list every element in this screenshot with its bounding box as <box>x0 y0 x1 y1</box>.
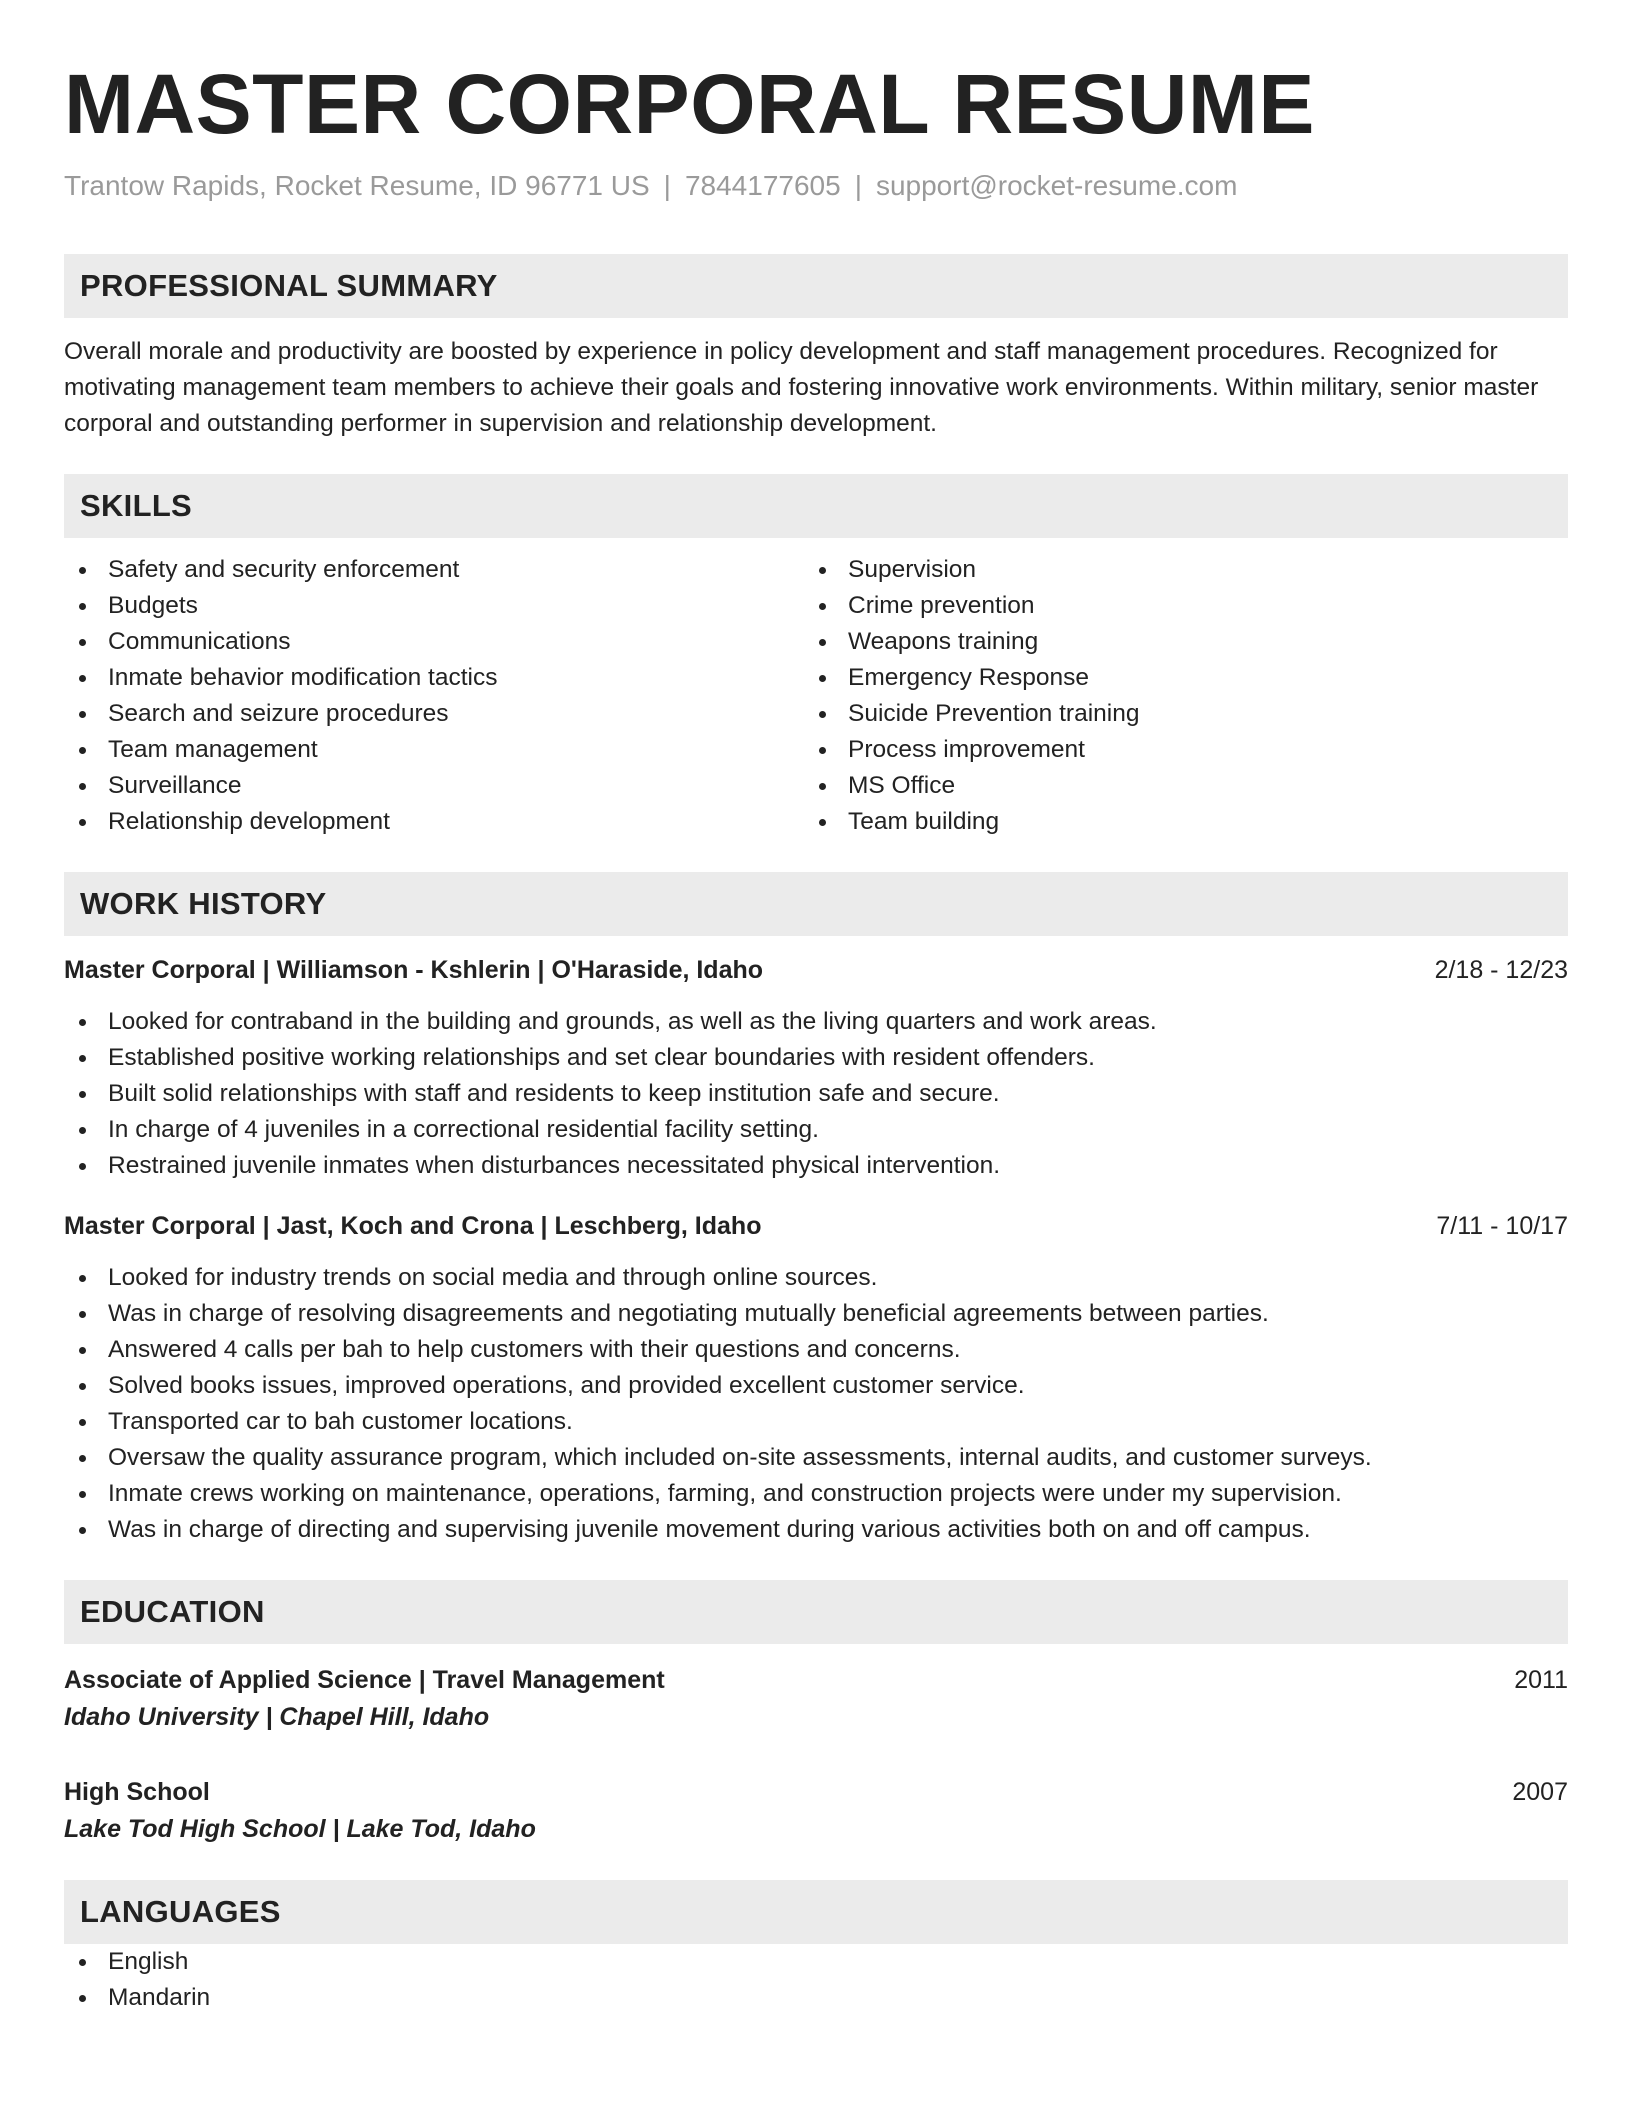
section-heading-education: EDUCATION <box>64 1580 1568 1644</box>
duty-item: Was in charge of directing and supervising juvenile movement during various activities both on and off campus. <box>64 1512 1568 1548</box>
email-address: support@rocket-resume.com <box>875 170 1238 201</box>
education-year: 2007 <box>1512 1778 1568 1806</box>
job-entry <box>64 952 1568 1184</box>
skill-item: Surveillance <box>64 768 804 804</box>
duty-item: Answered 4 calls per bah to help customers with their questions and concerns. <box>64 1332 1568 1368</box>
skills-column-left <box>64 552 804 840</box>
duty-item: Inmate crews working on maintenance, operations, farming, and construction projects were under my supervision. <box>64 1476 1568 1512</box>
duty-item: Restrained juvenile inmates when disturbances necessitated physical intervention. <box>64 1148 1568 1184</box>
skill-item: Budgets <box>64 588 804 624</box>
education-school: Idaho University | Chapel Hill, Idaho <box>64 1703 490 1731</box>
skill-item: Communications <box>64 624 804 660</box>
skill-item: Team building <box>804 804 1544 840</box>
resume-title: MASTER CORPORAL RESUME <box>64 57 1315 151</box>
education-entry <box>64 1662 1568 1736</box>
duty-item: Built solid relationships with staff and residents to keep institution safe and secure. <box>64 1076 1568 1112</box>
contact-line <box>64 168 1568 204</box>
education-entry <box>64 1774 1568 1848</box>
skill-item: MS Office <box>804 768 1544 804</box>
skill-item: Team management <box>64 732 804 768</box>
duty-item: Was in charge of resolving disagreements and negotiating mutually beneficial agreements between parties. <box>64 1296 1568 1332</box>
skill-item: Process improvement <box>804 732 1544 768</box>
skill-item: Crime prevention <box>804 588 1544 624</box>
summary-text: Overall morale and productivity are boosted by experience in policy development and staff management procedures. Recognized for motivating management team members to achieve their goals and fostering innovative work environments. Within military, senior master corporal and outstanding performer in supervision and relationship development. <box>64 338 1539 437</box>
skill-item: Inmate behavior modification tactics <box>64 660 804 696</box>
phone-number: 7844177605 <box>684 170 841 201</box>
education-year: 2011 <box>1514 1666 1568 1694</box>
job-entry <box>64 1208 1568 1548</box>
job-dates: 2/18 - 12/23 <box>1434 956 1568 984</box>
skill-item: Weapons training <box>804 624 1544 660</box>
duty-item: Established positive working relationships and set clear boundaries with resident offenders. <box>64 1040 1568 1076</box>
education-header <box>64 1774 1568 1810</box>
skill-item: Supervision <box>804 552 1544 588</box>
separator: | <box>854 170 862 201</box>
job-header <box>64 1208 1568 1244</box>
job-header <box>64 952 1568 988</box>
duty-item: Transported car to bah customer locations. <box>64 1404 1568 1440</box>
job-title: Master Corporal | Williamson - Kshlerin | O'Haraside, Idaho <box>64 956 764 984</box>
job-duties <box>64 1004 1568 1184</box>
duty-item: Solved books issues, improved operations, and provided excellent customer service. <box>64 1368 1568 1404</box>
skill-item: Emergency Response <box>804 660 1544 696</box>
education-degree: Associate of Applied Science | Travel Management <box>64 1666 665 1694</box>
skill-item: Safety and security enforcement <box>64 552 804 588</box>
job-title: Master Corporal | Jast, Koch and Crona | Leschberg, Idaho <box>64 1212 762 1240</box>
education-header <box>64 1662 1568 1698</box>
education-degree: High School <box>64 1778 210 1806</box>
separator: | <box>663 170 671 201</box>
section-heading-summary: PROFESSIONAL SUMMARY <box>64 254 1568 318</box>
duty-item: Looked for industry trends on social media and through online sources. <box>64 1260 1568 1296</box>
section-heading-skills: SKILLS <box>64 474 1568 538</box>
education-school: Lake Tod High School | Lake Tod, Idaho <box>64 1815 536 1843</box>
section-heading-work-history: WORK HISTORY <box>64 872 1568 936</box>
duty-item: Looked for contraband in the building and grounds, as well as the living quarters and work areas. <box>64 1004 1568 1040</box>
skill-item: Relationship development <box>64 804 804 840</box>
languages-list <box>64 1944 1568 2016</box>
language-item: Mandarin <box>64 1980 1568 2016</box>
section-heading-languages: LANGUAGES <box>64 1880 1568 1944</box>
duty-item: In charge of 4 juveniles in a correctional residential facility setting. <box>64 1112 1568 1148</box>
skills-list <box>64 552 1568 840</box>
language-item: English <box>64 1944 1568 1980</box>
skills-column-right <box>804 552 1544 840</box>
job-duties <box>64 1260 1568 1548</box>
skill-item: Suicide Prevention training <box>804 696 1544 732</box>
skill-item: Search and seizure procedures <box>64 696 804 732</box>
job-dates: 7/11 - 10/17 <box>1436 1212 1568 1240</box>
address: Trantow Rapids, Rocket Resume, ID 96771 US <box>64 170 650 201</box>
duty-item: Oversaw the quality assurance program, which included on-site assessments, internal audits, and customer surveys. <box>64 1440 1568 1476</box>
